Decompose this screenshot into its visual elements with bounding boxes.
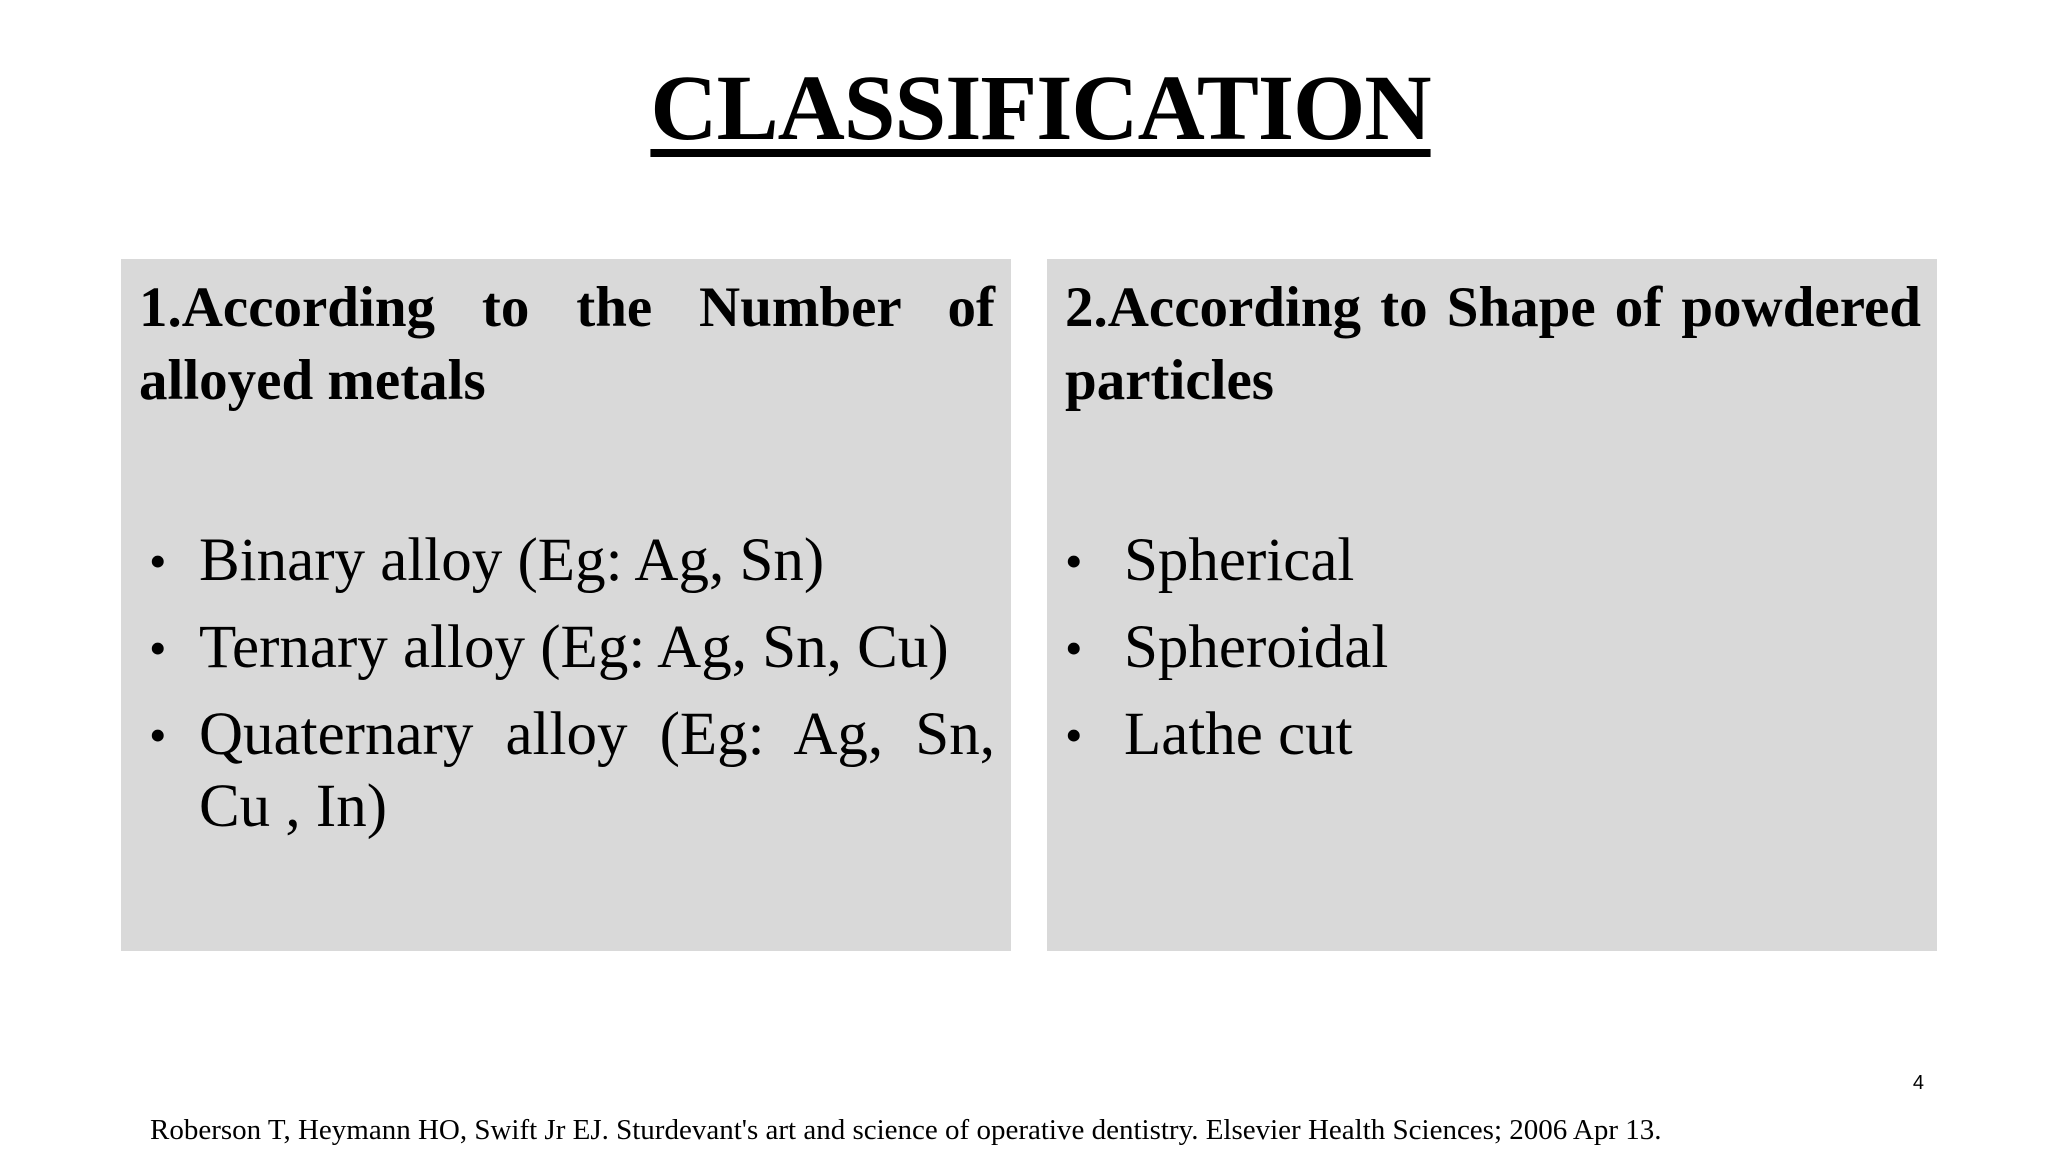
reference-citation: Roberson T, Heymann HO, Swift Jr EJ. Sturdevant's art and science of operative dentistry. Elsevier Health Sciences; 2006 Apr 13. <box>150 1114 1662 1146</box>
list-item-text: Lathe cut <box>1124 701 1353 768</box>
bullet-icon: • <box>1065 533 1083 589</box>
list-item <box>139 699 995 843</box>
list-item-text: Quaternary alloy (Eg: Ag, Sn, Cu , In) <box>199 701 995 840</box>
page-number: 4 <box>1912 1072 1924 1094</box>
list-item-text: Spheroidal <box>1124 614 1389 681</box>
list-item <box>1065 699 1921 771</box>
panel-heading: 1.According to the Number of alloyed metals <box>139 276 995 412</box>
panel-heading: 2.According to Shape of powdered particles <box>1065 276 1921 412</box>
panel-list <box>1065 525 1921 771</box>
panel-number-of-alloyed-metals <box>121 259 1011 951</box>
bullet-icon: • <box>1065 707 1083 763</box>
bullet-icon: • <box>149 533 167 589</box>
list-item <box>139 612 995 684</box>
bullet-icon: • <box>1065 620 1083 676</box>
panel-shape-of-powdered-particles <box>1047 259 1937 951</box>
list-item <box>139 525 995 597</box>
bullet-icon: • <box>149 620 167 676</box>
list-item <box>1065 525 1921 597</box>
list-item-text: Spherical <box>1124 527 1355 594</box>
bullet-icon: • <box>149 707 167 763</box>
list-item-text: Binary alloy (Eg: Ag, Sn) <box>199 527 825 594</box>
list-item-text: Ternary alloy (Eg: Ag, Sn, Cu) <box>199 614 949 681</box>
list-item <box>1065 612 1921 684</box>
panel-list <box>139 525 995 843</box>
slide-title: CLASSIFICATION <box>650 57 1431 160</box>
